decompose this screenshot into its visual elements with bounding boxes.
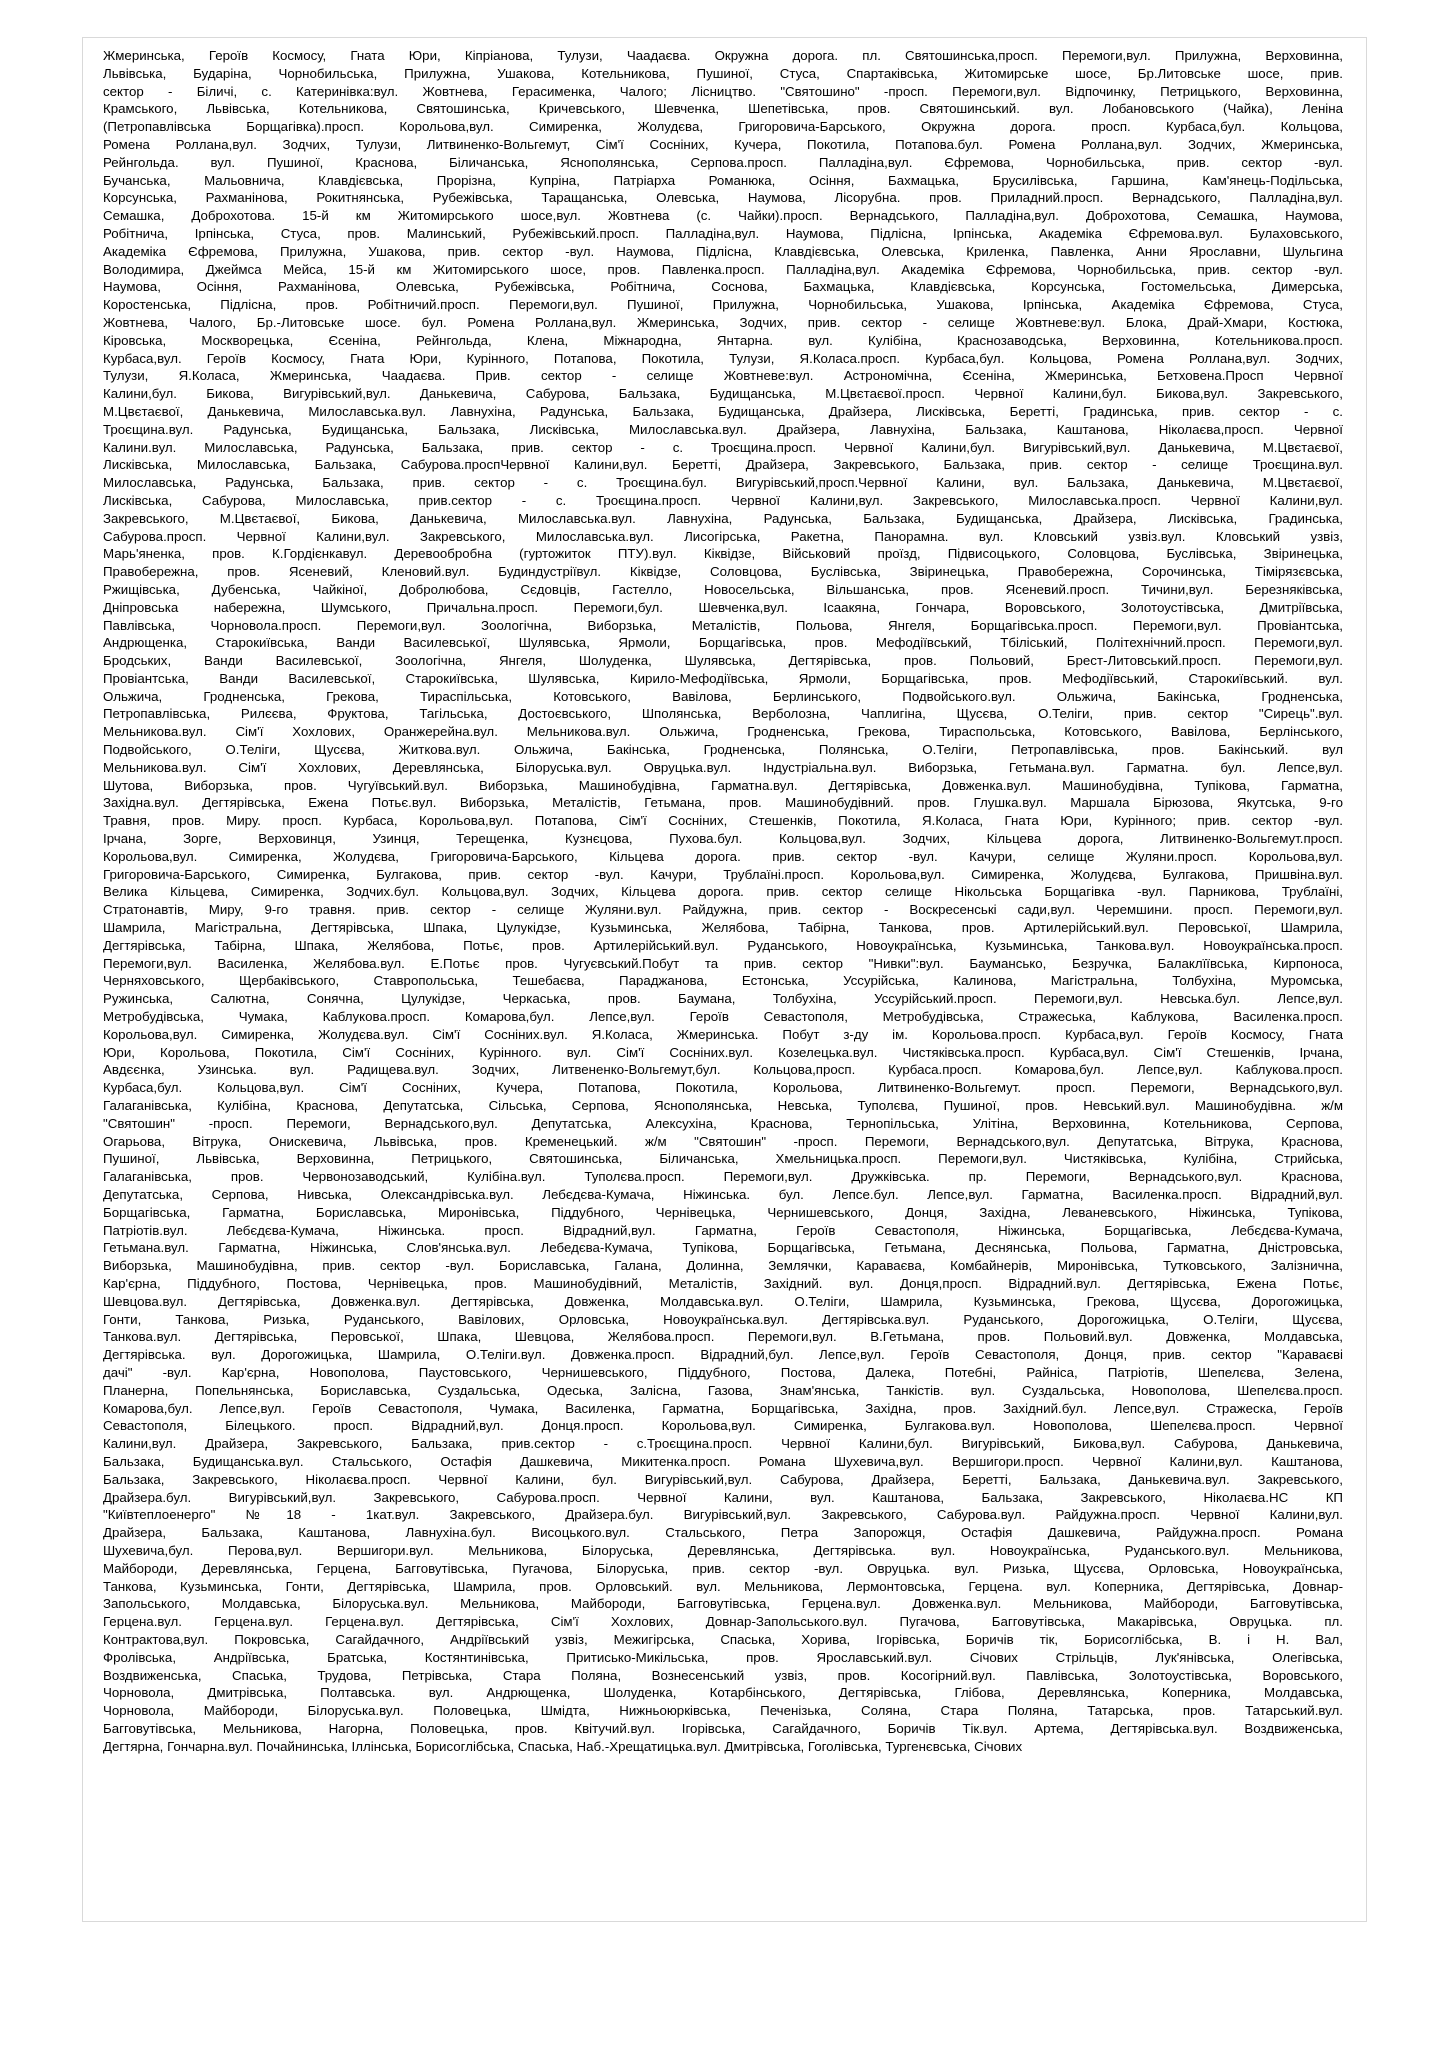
- text-line: Закревського, М.Цвєтаєвої, Бикова, Данькевича, Милославська.вул. Лавнухіна, Радунська, Бальзака, Будищанська, Драйзера, Лисківська, Градинська,: [103, 510, 1343, 526]
- text-line: Григоровича-Барського, Симиренка, Булгакова, прив. сектор -вул. Качури, Трублаїні.просп. Корольова,вул. Симиренка, Жолудєва, Булгакова, Пришвіна.вул.: [103, 866, 1343, 882]
- text-line: Корольова,вул. Симиренка, Жолудєва.вул. Сім'ї Сосніних.вул. Я.Коласа, Жмеринська. Побут з-ду ім. Корольова.просп. Курбаса,вул. Героїв Космосу, Гната: [103, 1026, 1343, 1042]
- text-line: Планерна, Попельнянська, Бориславська, Суздальська, Одеська, Залісна, Газова, Знам'янська, Танкістів. вул. Суздальська, Новополова, Шепелєва.просп.: [103, 1382, 1343, 1398]
- street-list-text: [103, 47, 1343, 1756]
- text-line: Бальзака, Будищанська.вул. Стальського, Остафія Дашкевича, Микитенка.просп. Романа Шухевича,вул. Вершигори.просп. Червної Калини,вул. Каштанова,: [103, 1453, 1343, 1469]
- text-line: Ружинська, Салютна, Сонячна, Цулукідзе, Черкаська, пров. Баумана, Толбухіна, Уссурійський.просп. Перемоги,вул. Невська.бул. Лепсе,вул.: [103, 991, 1343, 1007]
- text-line: Андрющенка, Старокиївська, Ванди Василевської, Шулявська, Ярмоли, Борщагівська, пров. Мефодіївський, Тбіліський, Політехнічний.просп. Перемоги,вул.: [103, 635, 1343, 651]
- text-line: Наумова, Осіння, Рахманінова, Олевська, Рубежівська, Робітнича, Соснова, Бахмацька, Клавдієвська, Корсунська, Гостомельська, Димерська,: [103, 279, 1343, 295]
- text-line: Львівська, Бударіна, Чорнобильська, Прилужна, Ушакова, Котельникова, Пушиної, Стуса, Спартаківська, Житомирське шосе, Бр.Литовське шосе, прив.: [103, 65, 1343, 81]
- text-line: Тулузи, Я.Коласа, Жмеринська, Чаадаєва. Прив. сектор - селище Жовтневе:вул. Астрономічна, Єсеніна, Жмеринська, Бетховена.Просп Червної: [103, 368, 1343, 384]
- text-line: Робітнича, Ірпінська, Стуса, пров. Малинський, Рубежівський.просп. Палладіна,вул. Наумова, Підлісна, Ірпінська, Академіка Єфремова.вул. Булаховського,: [103, 225, 1343, 241]
- text-line: Мельникова.вул. Сім'ї Хохлових, Оранжерейна.вул. Мельникова.вул. Ольжича, Гродненська, Грекова, Тираспольська, Котовського, Вавілова, Берлінського,: [103, 724, 1343, 740]
- text-line: Травня, пров. Миру. просп. Курбаса, Корольова,вул. Потапова, Сім'ї Сосніних, Стешенків, Покотила, Я.Коласа, Гната Юри, Курінного; прив. сектор -вул.: [103, 813, 1343, 829]
- text-line: Західна.вул. Дегтярівська, Ежена Потьє.вул. Виборзька, Металістів, Гетьмана, пров. Машинобудівний. пров. Глушка.вул. Маршала Бірюзова, Якутська, 9-го: [103, 795, 1343, 811]
- text-line: Калини,бул. Бикова, Вигурівський,вул. Данькевича, Сабурова, Бальзака, Будищанська, М.Цвєтаєвої.просп. Червної Калини,бул. Бикова,вул. Закревського,: [103, 386, 1343, 402]
- text-line: Павлівська, Чорновола.просп. Перемоги,вул. Зоологічна, Виборзька, Металістів, Польова, Янгеля, Борщагівська.просп. Перемоги,вул. Провіантська,: [103, 617, 1343, 633]
- text-line: Патріотів.вул. Лебєдєва-Кумача, Ніжинська. просп. Відрадний,вул. Гарматна, Героїв Севастополя, Ніжинська, Борщагівська, Лебєдєва-Кумача,: [103, 1222, 1343, 1238]
- text-line: сектор - Біличі, с. Катеринівка:вул. Жовтнева, Герасименка, Чалого; Лісництво. "Святошино" -просп. Перемоги,вул. Відпочинку, Петрицького, Верховинна,: [103, 83, 1343, 99]
- text-line: Дегтярівська. вул. Дорогожицька, Шамрила, О.Теліги.вул. Довженка.просп. Відрадний,бул. Лепсе,вул. Героїв Севастополя, Донця, прив. сектор "Караваєві: [103, 1347, 1343, 1363]
- text-line: Бучанська, Мальовнича, Клавдієвська, Прорізна, Купріна, Патріарха Романюка, Осіння, Бахмацька, Брусилівська, Гаршина, Кам'янець-Подільська,: [103, 172, 1343, 188]
- text-line: Депутатська, Серпова, Нивська, Олександрівська.вул. Лебєдєва-Кумача, Ніжинська. бул. Лепсе.бул. Лепсе,вул. Гарматна, Василенка.просп. Відрадний,вул.: [103, 1187, 1343, 1202]
- text-line: Чорновола, Дмитрівська, Полтавська. вул. Андрющенка, Шолуденка, Котарбінського, Дегтярівська, Глібова, Деревлянська, Коперника, Молдавська,: [103, 1685, 1343, 1701]
- text-line: Шутова, Виборзька, пров. Чугуївський.вул. Виборзька, Машинобудівна, Гарматна.вул. Дегтярівська, Довженка.вул. Машинобудівна, Тупікова, Гарматна,: [103, 777, 1343, 793]
- text-line: Контрактова,вул. Покровська, Сагайдачного, Андріївський узвіз, Межигірська, Спаська, Хорива, Ігорівська, Боричів тік, Борисоглібська, В. і Н. Вал,: [103, 1631, 1343, 1647]
- text-line: Драйзера.бул. Вигурівський,вул. Закревського, Сабурова.просп. Червної Калини, вул. Каштанова, Бальзака, Закревського, Ніколаєва.НС КП: [103, 1489, 1343, 1505]
- text-line: Шевцова.вул. Дегтярівська, Довженка.вул. Дегтярівська, Довженка, Молдавська.вул. О.Теліги, Шамрила, Кузьминська, Грекова, Щусєва, Дорогожицька,: [103, 1293, 1343, 1309]
- text-line: Жмеринська, Героїв Космосу, Гната Юри, Кіпріанова, Тулузи, Чаадаєва. Окружна дорога. пл. Святошинська,просп. Перемоги,вул. Прилужна, Верховинна,: [103, 48, 1343, 63]
- text-line: Петропавлівська, Рилєєва, Фруктова, Тагільська, Достоєвського, Шполянська, Верболозна, Чаплигіна, Щусєва, О.Теліги, прив. сектор "Сирець".вул.: [103, 706, 1343, 722]
- text-line: Пушиної, Львівська, Верховинна, Петрицького, Святошинська, Біличанська, Хмельницька.просп. Перемоги,вул. Чистяківська, Кулібіна, Стрийська,: [103, 1151, 1343, 1167]
- text-line: Перемоги,вул. Василенка, Желябова.вул. Е.Потьє пров. Чугуєвський.Побут та прив. сектор "Нивки":вул. Баумансько, Безручка, Балаклїївська, Кирпоноса,: [103, 955, 1343, 971]
- text-line: Драйзера, Бальзака, Каштанова, Лавнухіна.бул. Висоцького.вул. Стальського, Петра Запорожця, Остафія Дашкевича, Райдужна.просп. Романа: [103, 1525, 1343, 1541]
- text-line: Авдєєнка, Узинська. вул. Радищева.вул. Зодчих, Литвененко-Вольгемут,бул. Кольцова,просп. Курбаса.просп. Комарова,бул. Лепсе,вул. Каблукова.просп.: [103, 1062, 1343, 1078]
- text-line: Юри, Корольова, Покотила, Сім'ї Сосніних, Курінного. вул. Сім'ї Сосніних.вул. Козелецька.вул. Чистяківська.просп. Курбаса,вул. Сім'ї Стешенків, Ірчана,: [103, 1044, 1343, 1060]
- text-line: Фролівська, Андріївська, Братська, Костянтинівська, Притисько-Микільська, пров. Ярославський.вул. Січових Стрільців, Лук'янівська, Олегівська,: [103, 1649, 1343, 1665]
- text-line: Ромена Роллана,вул. Зодчих, Тулузи, Литвиненко-Вольгемут, Сім'ї Сосніних, Кучера, Покотила, Потапова.бул. Ромена Роллана,вул. Зодчих, Жмеринська,: [103, 136, 1343, 152]
- text-line: Галаганівська, пров. Червонозаводський, Кулібіна.вул. Туполєва.просп. Перемоги,вул. Дружківська. пр. Перемоги, Вернадського,вул. Краснова,: [103, 1169, 1343, 1185]
- text-line: Стратонавтів, Миру, 9-го травня. прив. сектор - селище Жуляни.вул. Райдужна, прив. сектор - Воскресенські сади,вул. Черемшини. просп. Перемоги,вул.: [103, 902, 1343, 918]
- text-line: Ольжича, Гродненська, Грекова, Тираспільська, Котовського, Вавілова, Берлинського, Подвойського.вул. Ольжича, Бакінська, Гродненська,: [103, 688, 1343, 704]
- text-line: Чорновола, Майбороди, Білоруська.вул. Половецька, Шмідта, Нижньоюрківська, Печенізька, Соляна, Стара Поляна, Татарська, пров. Татарський.вул.: [103, 1703, 1343, 1719]
- text-line: Мельникова.вул. Сім'ї Хохлових, Деревлянська, Білоруська.вул. Овруцька.вул. Індустріальна.вул. Виборзька, Гетьмана.вул. Гарматна. бул. Лепсе,вул.: [103, 759, 1343, 775]
- text-line: Герцена.вул. Герцена.вул. Герцена.вул. Дегтярівська, Сім'ї Хохлових, Довнар-Запольського.вул. Пугачова, Багговутівська, Макарівська, Овруцька. пл.: [103, 1614, 1343, 1630]
- text-line: Рейнгольда. вул. Пушиної, Краснова, Біличанська, Яснополянська, Серпова.просп. Палладіна,вул. Єфремова, Чорнобильська, прив. сектор -вул.: [103, 154, 1343, 170]
- text-line: Провіантська, Ванди Василевської, Старокиївська, Шулявська, Кирило-Мефодіївська, Ярмоли, Борщагівська, пров. Мефодіївський, Старокиївський. вул.: [103, 670, 1343, 686]
- text-line: Марь'яненка, пров. К.Гордієнкавул. Деревообробна (гуртожиток ПТУ).вул. Кіквідзе, Військовий проїзд, Підвисоцького, Соловцова, Буслівська, Звіринецька,: [103, 546, 1343, 562]
- text-line: Багговутівська, Мельникова, Нагорна, Половецька, пров. Квітучий.вул. Ігорівська, Сагайдачного, Боричів Тік.вул. Артема, Дегтярівська.вул. Воздвиженська,: [103, 1720, 1343, 1736]
- text-line: Велика Кільцева, Симиренка, Зодчих.бул. Кольцова,вул. Зодчих, Кільцева дорога. прив. сектор селище Нікольська Борщагівка -вул. Парникова, Трублаїні,: [103, 884, 1343, 900]
- text-line: Огарьова, Вітрука, Онискевича, Львівська, пров. Кременецький. ж/м "Святошин" -просп. Перемоги, Вернадського,вул. Депутатська, Вітрука, Краснова,: [103, 1133, 1343, 1149]
- text-line: Галаганівська, Кулібіна, Краснова, Депутатська, Сільська, Серпова, Яснополянська, Невська, Туполєва, Пушиної, пров. Невський.вул. Машинобудівна. ж/м: [103, 1098, 1343, 1114]
- text-line: Кар'єрна, Піддубного, Постова, Чернівецька, пров. Машинобудівний, Металістів, Західний. вул. Донця,просп. Відрадний.вул. Дегтярівська, Ежена Потьє,: [103, 1275, 1343, 1291]
- text-line: Курбаса,бул. Кольцова,вул. Сім'ї Сосніних, Кучера, Потапова, Покотила, Корольова, Литвиненко-Вольгемут. просп. Перемоги, Вернадського,вул.: [103, 1080, 1343, 1096]
- text-line: Жовтнева, Чалого, Бр.-Литовське шосе. бул. Ромена Роллана,вул. Жмеринська, Зодчих, прив. сектор - селище Жовтневе:вул. Блока, Драй-Хмари, Костюка,: [103, 314, 1343, 330]
- text-line: Крамського, Львівська, Котельникова, Святошинська, Кричевського, Шевченка, Шепетівська, пров. Святошинський. вул. Лобановського (Чайка), Леніна: [103, 101, 1343, 117]
- text-line: Метробудівська, Чумака, Каблукова.просп. Комарова,бул. Лепсе,вул. Героїв Севастополя, Метробудівська, Стражеська, Каблукова, Василенка.просп.: [103, 1009, 1343, 1025]
- text-line: Танкова.вул. Дегтярівська, Перовської, Шпака, Шевцова, Желябова.просп. Перемоги,вул. В.Гетьмана, пров. Польовий.вул. Довженка, Молдавська,: [103, 1329, 1343, 1345]
- text-line: Дегтярівська, Табірна, Шпака, Желябова, Потьє, пров. Артилерійський.вул. Руданського, Новоукраїнська, Кузьминська, Танкова.вул. Новоукраїнська.просп.: [103, 937, 1343, 953]
- text-line: Виборзька, Машинобудівна, прив. сектор -вул. Бориславська, Галана, Долинна, Землячки, Караваєва, Комбайнерів, Миронівська, Тутковського, Залізнична,: [103, 1258, 1343, 1274]
- text-line: Коростенська, Підлісна, пров. Робітничий.просп. Перемоги,вул. Пушиної, Прилужна, Чорнобильська, Ушакова, Ірпінська, Академіка Єфремова, Стуса,: [103, 297, 1343, 313]
- text-line: Лисківська, Сабурова, Милославська, прив.сектор - с. Троєщина.просп. Червної Калини,вул. Закревського, Милославська.просп. Червної Калини,вул.: [103, 492, 1343, 508]
- text-line: дачі" -вул. Кар'єрна, Новополова, Паустовського, Чернишевського, Піддубного, Постова, Далека, Потебні, Райніса, Патріотів, Шепелєва, Зелена,: [103, 1364, 1343, 1380]
- text-line: Кіровська, Москворецька, Єсеніна, Рейнгольда, Клена, Міжнародна, Янтарна. вул. Кулібіна, Краснозаводська, Верховинна, Котельникова.просп.: [103, 332, 1343, 348]
- text-line: Академіка Єфремова, Прилужна, Ушакова, прив. сектор -вул. Наумова, Підлісна, Клавдієвська, Олевська, Криленка, Павленка, Анни Ярославни, Шульгина: [103, 243, 1343, 259]
- text-line: Володимира, Джеймса Мейса, 15-й км Житомирського шосе, пров. Павленка.просп. Палладіна,вул. Академіка Єфремова, Чорнобильська, прив. сектор -вул.: [103, 261, 1343, 277]
- text-line: Калини,вул. Драйзера, Закревського, Бальзака, прив.сектор - с.Троєщина.просп. Червної Калини,бул. Вигурівський, Бикова,вул. Сабурова, Данькевича,: [103, 1436, 1343, 1452]
- text-line: Калини.вул. Милославська, Радунська, Бальзака, прив. сектор - с. Троєщина.просп. Червної Калини,бул. Вигурівський,вул. Данькевича, М.Цвєтаєвої,: [103, 439, 1343, 455]
- text-line: Дегтярна, Гончарна.вул. Почайнинська, Іллінська, Борисоглібська, Спаська, Наб.-Хрещатицька.вул. Дмитрівська, Гоголівська, Тургенєвська, Січових: [103, 1738, 1023, 1754]
- text-line: "Київтеплоенерго" №18 - 1кат.вул. Закревського, Драйзера.бул. Вигурівський,вул. Закревського, Сабурова.вул. Райдужна.просп. Червної Калини,вул.: [103, 1507, 1343, 1523]
- text-line: Курбаса,вул. Героїв Космосу, Гната Юри, Курінного, Потапова, Покотила, Тулузи, Я.Коласа.просп. Курбаса,бул. Кольцова, Ромена Роллана,вул. Зодчих,: [103, 350, 1343, 366]
- text-line: Семашка, Доброхотова. 15-й км Житомирського шосе,вул. Жовтнева (с. Чайки).просп. Вернадського, Палладіна,вул. Доброхотова, Семашка, Наумова,: [103, 208, 1343, 224]
- text-line: Ірчана, Зорге, Верховинця, Узинця, Терещенка, Кузнєцова, Пухова.бул. Кольцова,вул. Зодчих, Кільцева дорога, Литвиненко-Вольгемут.просп.: [103, 831, 1343, 847]
- text-line: Правобережна, пров. Ясеневий, Кленовий.вул. Будиндустріївул. Кіквідзе, Соловцова, Буслівська, Звіринецька, Правобережна, Сорочинська, Тімірязєвська,: [103, 564, 1343, 580]
- text-line: Шамрила, Магістральна, Дегтярівська, Шпака, Цулукідзе, Кузьминська, Желябова, Табірна, Танкова, пров. Артилерійський.вул. Перовської, Шамрила,: [103, 920, 1343, 936]
- text-line: Севастополя, Білецького. просп. Відрадний,вул. Донця.просп. Корольова,вул. Симиренка, Булгакова.вул. Новополова, Шепелєва.просп. Червної: [103, 1418, 1343, 1434]
- text-line: Подвойського, О.Теліги, Щусєва, Житкова.вул. Ольжича, Бакінська, Гродненська, Полянська, О.Теліги, Петропавлівська, пров. Бакінський. вул: [103, 742, 1343, 758]
- text-line: Корольова,вул. Симиренка, Жолудєва, Григоровича-Барського, Кільцева дорога. прив. сектор -вул. Качури, селище Жуляни.просп. Корольова,вул.: [103, 848, 1343, 864]
- text-line: Воздвиженська, Спаська, Трудова, Петрівська, Стара Поляна, Вознесенський узвіз, пров. Косогірний.вул. Павлівська, Золотоустівська, Воровського,: [103, 1667, 1343, 1683]
- text-line: Лисківська, Милославська, Бальзака, Сабурова.проспЧервної Калини,вул. Беретті, Драйзера, Закревського, Бальзака, прив. сектор - селище Троєщина.вул.: [103, 457, 1343, 473]
- text-line: Черняховського, Щербаківського, Ставропольська, Тешебаєва, Параджанова, Естонська, Уссурійська, Калинова, Магістральна, Толбухіна, Муромська,: [103, 973, 1343, 989]
- text-line: Милославська, Радунська, Бальзака, прив. сектор - с. Троєщина.бул. Вигурівський,просп.Червної Калини, вул. Бальзака, Данькевича, М.Цвєтаєвої,: [103, 475, 1343, 491]
- text-line: Гетьмана.вул. Гарматна, Ніжинська, Слов'янська.вул. Лебедєва-Кумача, Тупікова, Борщагівська, Гетьмана, Деснянська, Польова, Гарматна, Дністровська,: [103, 1240, 1343, 1256]
- text-line: Бродських, Ванди Василевської, Зоологічна, Янгеля, Шолуденка, Шулявська, Дегтярівська, пров. Польовий, Брест-Литовський.просп. Перемоги,вул.: [103, 653, 1343, 669]
- text-line: Ржищівська, Дубенська, Чайкіної, Добролюбова, Сєдовців, Гастелло, Новосельська, Вільшанська, пров. Ясеневий.просп. Тичини,вул. Березняківська,: [103, 581, 1343, 597]
- text-line: Сабурова.просп. Червної Калини,вул. Закревського, Милославська.вул. Лисогірська, Ракетна, Панорамна. вул. Кловський узвіз.вул. Кловський узвіз,: [103, 528, 1343, 544]
- text-line: М.Цвєтаєвої, Данькевича, Милославська.вул. Лавнухіна, Радунська, Бальзака, Будищанська, Драйзера, Лисківська, Беретті, Градинська, прив. сектор - с.: [103, 403, 1343, 419]
- text-line: Майбороди, Деревлянська, Герцена, Багговутівська, Пугачова, Білоруська, прив. сектор -вул. Овруцька. вул. Ризька, Щусєва, Орловська, Новоукраїнська,: [103, 1560, 1343, 1576]
- text-line: Дніпровська набережна, Шумського, Причальна.просп. Перемоги,бул. Шевченка,вул. Ісаакяна, Гончара, Воровського, Золотоустівська, Дмитріївська,: [103, 599, 1343, 615]
- text-line: Танкова, Кузьминська, Гонти, Дегтярівська, Шамрила, пров. Орловський. вул. Мельникова, Лермонтовська, Герцена. вул. Коперника, Дегтярівська, Довнар-: [103, 1578, 1343, 1594]
- text-line: Гонти, Танкова, Ризька, Руданського, Вавілових, Орловська, Новоукраїнська.вул. Дегтярівська.вул. Руданського, Дорогожицька, О.Теліги, Щусєва,: [103, 1311, 1343, 1327]
- text-line: "Святошин" -просп. Перемоги, Вернадського,вул. Депутатська, Алексухіна, Краснова, Тернопільська, Улітіна, Верховинна, Котельникова, Серпова,: [103, 1115, 1343, 1131]
- text-line: Комарова,бул. Лепсе,вул. Героїв Севастополя, Чумака, Василенка, Гарматна, Борщагівська, Західна, пров. Західний.бул. Лепсе,вул. Стражеска, Героїв: [103, 1400, 1343, 1416]
- text-line: Троєщина.вул. Радунська, Будищанська, Бальзака, Лисківська, Милославська.вул. Драйзера, Лавнухіна, Бальзака, Каштанова, Ніколаєва,просп. Червної: [103, 421, 1343, 437]
- text-line: Корсунська, Рахманінова, Рокитнянська, Рубежівська, Таращанська, Олевська, Наумова, Лісорубна. пров. Приладний.просп. Вернадського, Палладіна,вул.: [103, 190, 1343, 206]
- text-line: Борщагівська, Гарматна, Бориславська, Миронівська, Піддубного, Чернівецька, Чернишевського, Донця, Західна, Леваневського, Ніжинська, Тупікова,: [103, 1204, 1343, 1220]
- text-line: Бальзака, Закревського, Ніколаєва.просп. Червної Калини, бул. Вигурівський,вул. Сабурова, Драйзера, Беретті, Бальзака, Данькевича.вул. Закревського,: [103, 1471, 1343, 1487]
- text-line: Шухевича,бул. Перова,вул. Вершигори.вул. Мельникова, Білоруська, Деревлянська, Дегтярівська. вул. Новоукраїнська, Руданського.вул. Мельникова,: [103, 1542, 1343, 1558]
- text-line: (Петропавлівська Борщагівка).просп. Корольова,вул. Симиренка, Жолудєва, Григоровича-Барського, Окружна дорога. просп. Курбаса,бул. Кольцова,: [103, 119, 1343, 135]
- text-line: Запольського, Молдавська, Білоруська.вул. Мельникова, Майбороди, Багговутівська, Герцена.вул. Довженка.вул. Мельникова, Майбороди, Багговутівська,: [103, 1596, 1343, 1612]
